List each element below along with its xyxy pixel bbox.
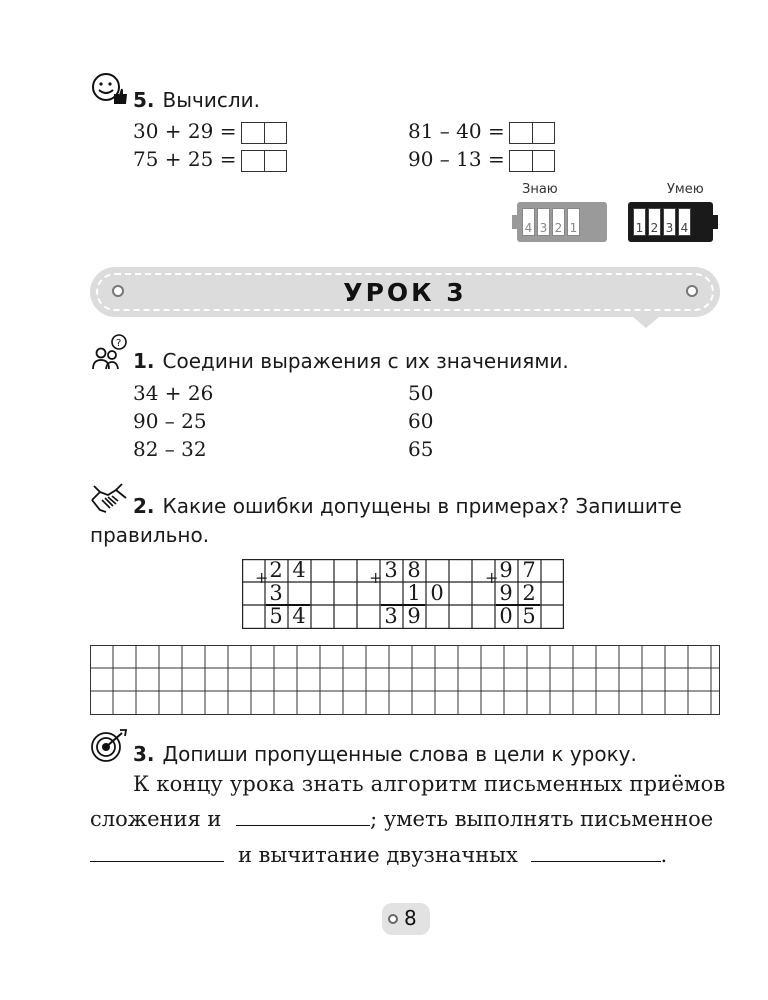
know-meter[interactable] [517,202,607,242]
answer-grid[interactable] [90,645,720,715]
task1-value[interactable]: 60 [408,409,434,433]
examples-grid-lines [242,559,564,629]
task3-icon [90,727,128,765]
svg-text:?: ? [116,338,122,349]
examples-grid [242,559,564,629]
task3-line1: К концу урока знать алгоритм письменных приёмов [133,772,726,796]
blank-line[interactable] [236,807,370,826]
task2-number: 2. [133,494,155,518]
task5-expr-1 [133,119,287,144]
task1-expression[interactable]: 90 – 25 [133,409,207,433]
digit: 4 [292,558,306,582]
answer-box[interactable] [509,122,555,144]
task1-number: 1. [133,349,155,373]
answer-box[interactable] [241,122,287,144]
task2-title [133,494,682,518]
know-label: Знаю [522,182,558,197]
meter-cell[interactable]: 1 [567,208,580,236]
meter-cell[interactable]: 4 [522,208,535,236]
task5-expr-3 [408,119,555,144]
task3-number: 3. [133,742,155,766]
digit: 1 [407,581,421,605]
task5-expr-2 [133,147,287,172]
task2-title-line1: Какие ошибки допущены в примерах? Запишите [162,494,682,518]
digit: 4 [292,604,306,628]
lesson-banner [90,267,720,317]
task3-line2 [90,807,713,831]
digit: 5 [522,604,536,628]
digit: 2 [522,581,536,605]
banner-tail [632,316,660,328]
task5-expr-4-text: 90 – 13 = [408,147,505,171]
task2-icon [90,478,128,516]
task5-title [133,88,260,112]
task5-title-text: Вычисли. [162,88,260,112]
blank-line[interactable] [531,843,661,862]
meter-cell[interactable]: 2 [648,208,661,236]
lesson-title: УРОК 3 [343,278,467,307]
digit: 9 [499,581,513,605]
meter-cell[interactable]: 3 [663,208,676,236]
task3-title [133,742,637,766]
digit: 2 [269,558,283,582]
task3-line2-b: ; уметь выполнять письменное [370,807,714,831]
task1-expression[interactable]: 82 – 32 [133,437,207,461]
task5-icon [90,72,128,110]
task5-expr-2-text: 75 + 25 = [133,147,237,171]
digit: 3 [269,581,283,605]
meter-cell[interactable]: 2 [552,208,565,236]
task3-line3-a: и вычитание двузначных [238,843,518,867]
task3-title-text: Допиши пропущенные слова в цели к уроку. [162,742,637,766]
task1-expression[interactable]: 34 + 26 [133,381,214,405]
task3-line3-b: . [660,843,668,867]
digit: 7 [522,558,536,582]
task1-value[interactable]: 50 [408,381,434,405]
task1-title-text: Соедини выражения с их значениями. [162,349,569,373]
task3-line2-a: сложения и [90,807,222,831]
task3-line3 [90,843,667,867]
digit: 9 [499,558,513,582]
answer-box[interactable] [509,150,555,172]
digit: 0 [499,604,513,628]
blank-line[interactable] [90,843,224,862]
digit: 3 [384,604,398,628]
plus-sign: + [369,568,383,587]
task5-expr-1-text: 30 + 29 = [133,119,237,143]
task1-title [133,349,569,373]
digit: 3 [384,558,398,582]
can-label: Умею [667,182,704,197]
task1-value[interactable]: 65 [408,437,434,461]
digit: 9 [407,604,421,628]
plus-sign: + [255,568,269,587]
answer-box[interactable] [241,150,287,172]
digit: 0 [430,581,444,605]
can-meter-cap [713,215,718,229]
page-dot [388,914,398,924]
task2-title-line2: правильно. [90,523,210,547]
digit: 5 [269,604,283,628]
task5-expr-3-text: 81 – 40 = [408,119,505,143]
meter-cell[interactable]: 3 [537,208,550,236]
meter-cell[interactable]: 4 [678,208,691,236]
task1-icon [90,333,128,371]
task5-number: 5. [133,88,155,112]
task5-expr-4 [408,147,555,172]
digit: 8 [407,558,421,582]
answer-grid-lines [90,645,720,715]
meter-cell[interactable]: 1 [633,208,646,236]
page-number: 8 [404,906,417,930]
plus-sign: + [485,568,499,587]
can-meter[interactable] [628,202,713,242]
know-meter-cap [512,215,517,229]
page-number-badge [382,903,430,935]
